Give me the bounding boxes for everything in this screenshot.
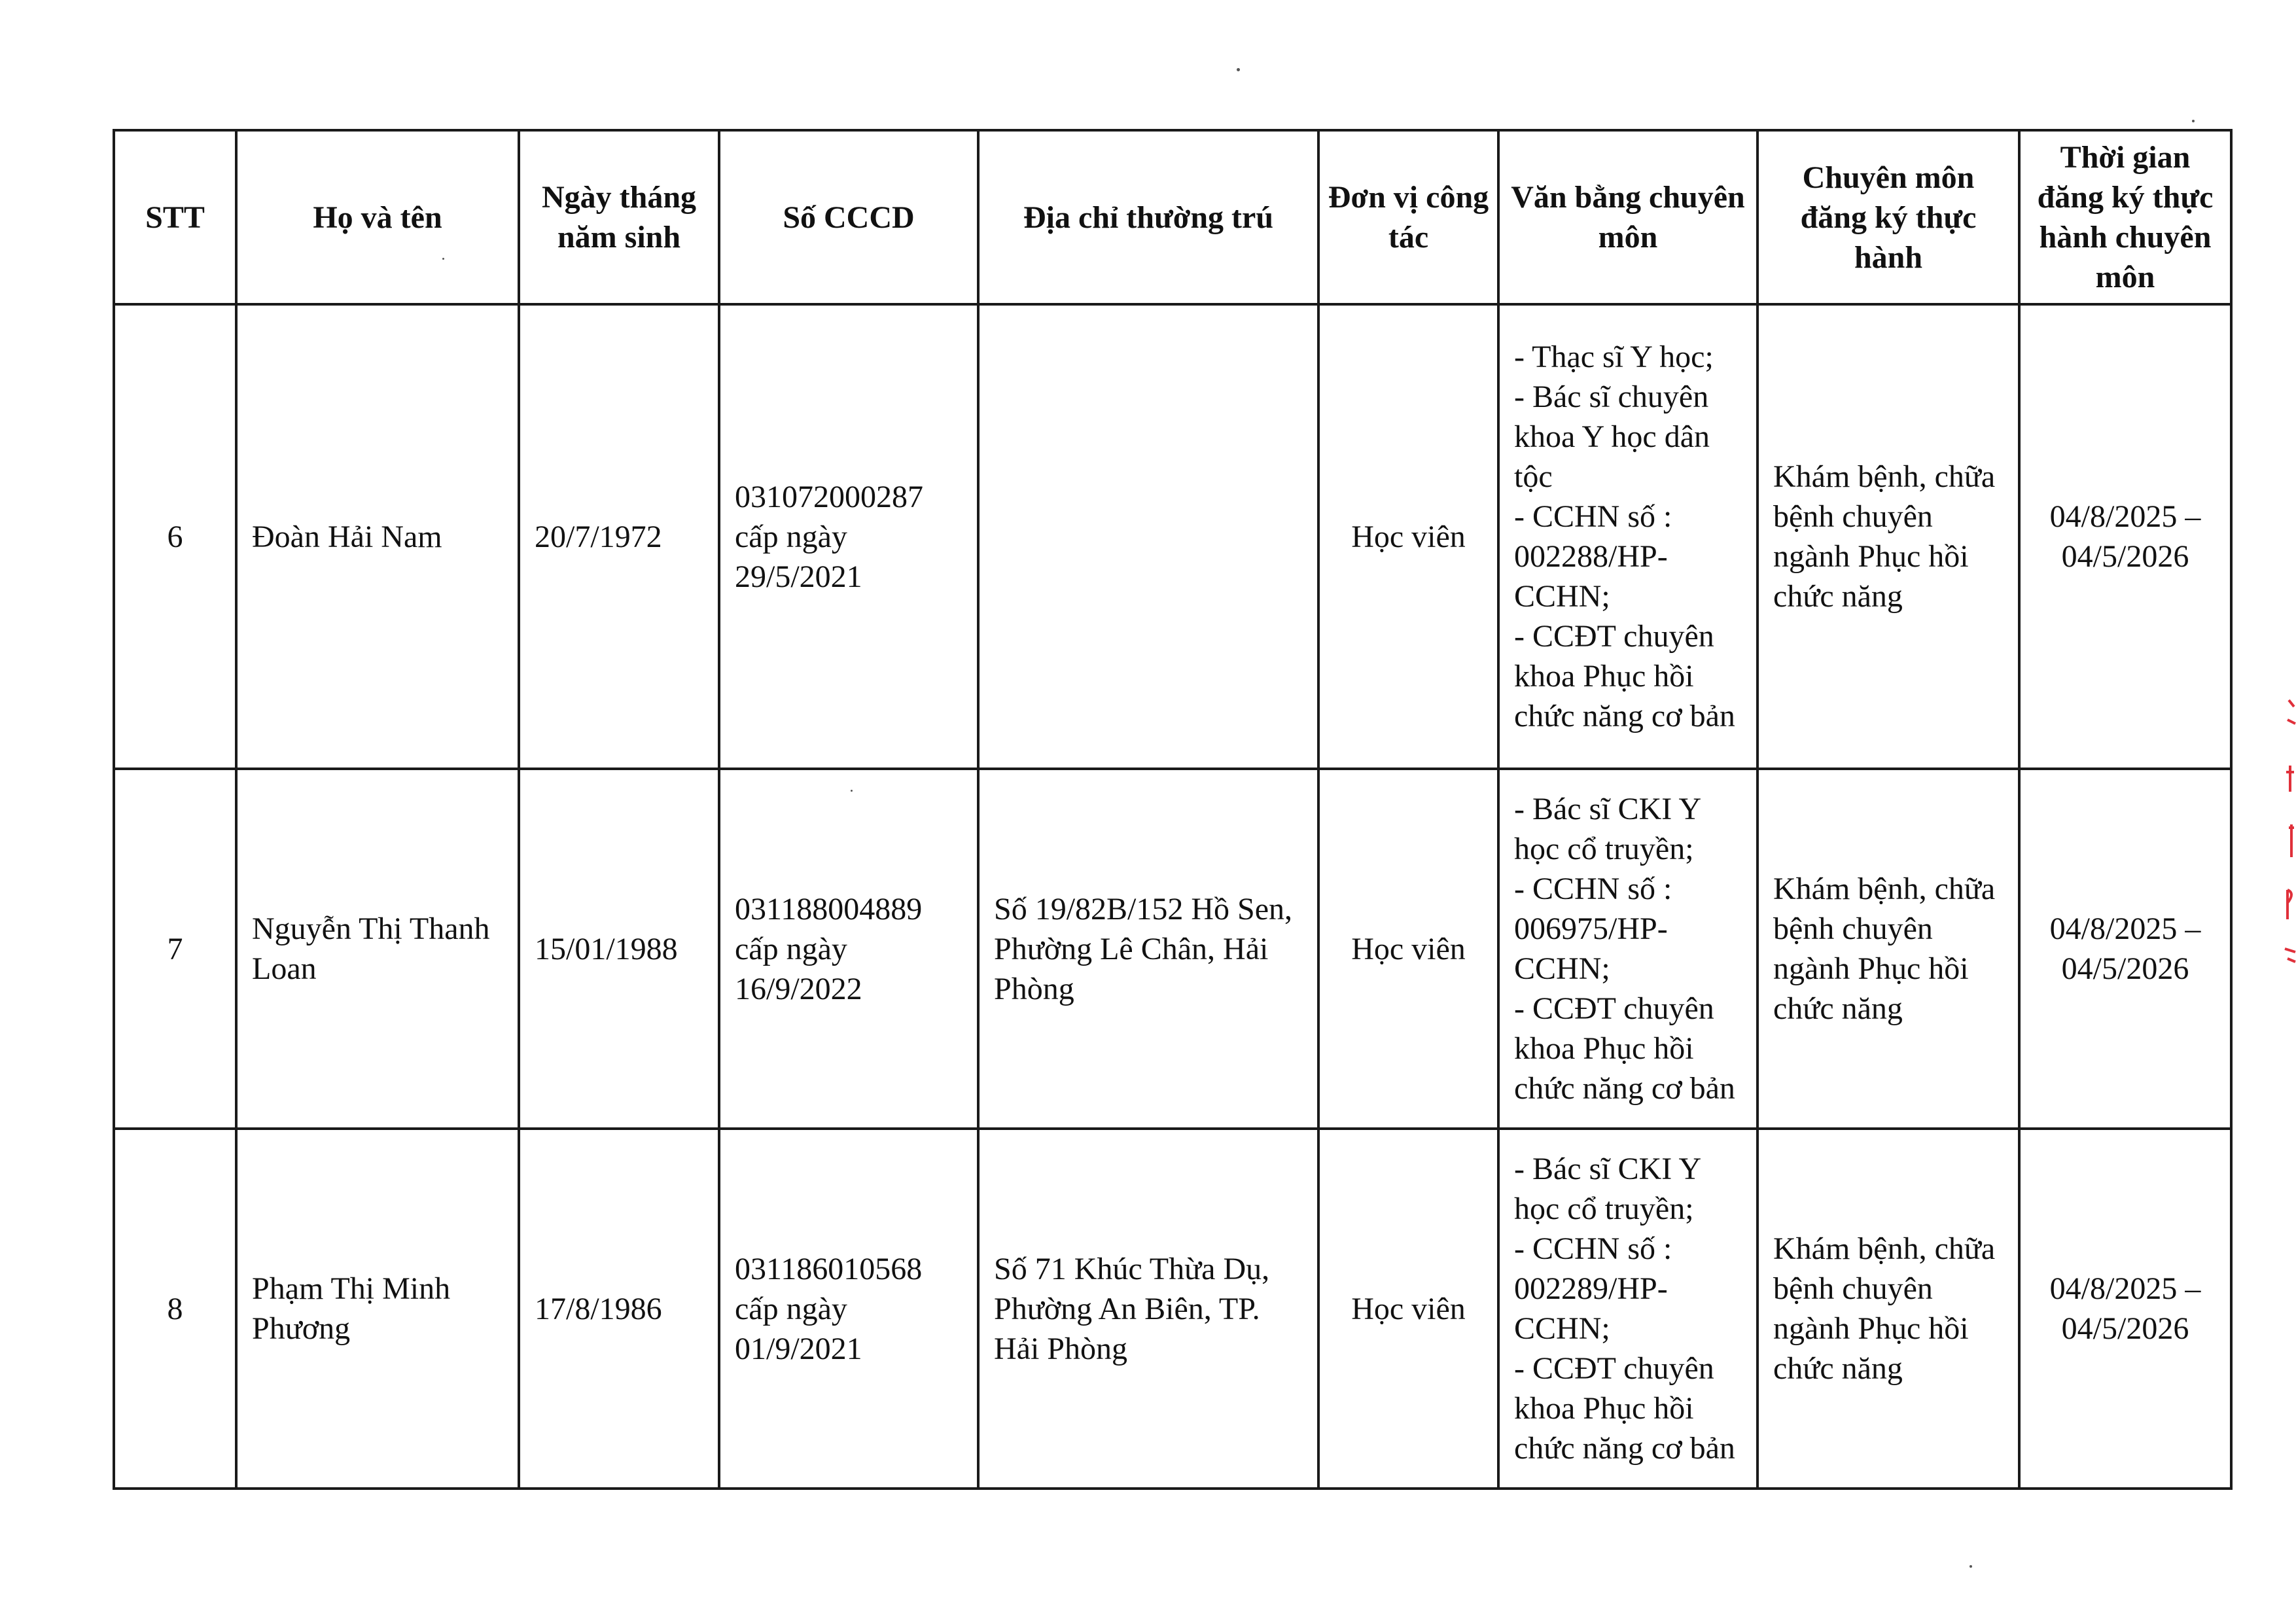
stamp-stroke bbox=[2287, 890, 2291, 919]
header-degree: Văn bằng chuyên môn bbox=[1498, 130, 1757, 304]
degree-line: - Bác sĩ CKI Y học cổ truyền; bbox=[1514, 792, 1701, 866]
cell-dob: 17/8/1986 bbox=[519, 1129, 719, 1489]
header-stt: STT bbox=[114, 130, 236, 304]
degree-line: - CCHN số : 002289/HP-CCHN; bbox=[1514, 1231, 1672, 1346]
cell-degree bbox=[1498, 1129, 1757, 1489]
cell-stt: 8 bbox=[114, 1129, 236, 1489]
degree-line: - Bác sĩ CKI Y học cổ truyền; bbox=[1514, 1152, 1701, 1226]
cell-specialty: Khám bệnh, chữa bệnh chuyên ngành Phục hồi chức năng bbox=[1757, 304, 2019, 769]
stamp-stroke bbox=[2286, 766, 2294, 792]
stamp-stroke bbox=[2285, 949, 2295, 962]
table-row bbox=[114, 1129, 2231, 1489]
cell-stt: 7 bbox=[114, 769, 236, 1129]
cell-specialty: Khám bệnh, chữa bệnh chuyên ngành Phục hồi chức năng bbox=[1757, 769, 2019, 1129]
stamp-stroke bbox=[2289, 824, 2294, 857]
scan-speck bbox=[442, 258, 444, 260]
cell-degree bbox=[1498, 769, 1757, 1129]
header-dob: Ngày tháng năm sinh bbox=[519, 130, 719, 304]
cell-period: 04/8/2025 – 04/5/2026 bbox=[2019, 304, 2231, 769]
table-row bbox=[114, 769, 2231, 1129]
cell-unit: Học viên bbox=[1318, 769, 1498, 1129]
cell-address: Số 19/82B/152 Hồ Sen, Phường Lê Chân, Hải Phòng bbox=[978, 769, 1318, 1129]
cell-name: Phạm Thị Minh Phương bbox=[236, 1129, 519, 1489]
cell-name: Đoàn Hải Nam bbox=[236, 304, 519, 769]
degree-line: - CCĐT chuyên khoa Phục hồi chức năng cơ bản bbox=[1514, 991, 1735, 1106]
cell-unit: Học viên bbox=[1318, 304, 1498, 769]
cell-specialty: Khám bệnh, chữa bệnh chuyên ngành Phục hồi chức năng bbox=[1757, 1129, 2019, 1489]
cell-address: Số 71 Khúc Thừa Dụ, Phường An Biên, TP. Hải Phòng bbox=[978, 1129, 1318, 1489]
degree-line: - CCHN số : 006975/HP-CCHN; bbox=[1514, 872, 1672, 986]
cell-id: 031186010568 cấp ngày 01/9/2021 bbox=[719, 1129, 978, 1489]
header-name: Họ và tên bbox=[236, 130, 519, 304]
table-row bbox=[114, 304, 2231, 769]
header-row bbox=[114, 130, 2231, 304]
cell-dob: 15/01/1988 bbox=[519, 769, 719, 1129]
degree-line: - CCHN số : 002288/HP-CCHN; bbox=[1514, 499, 1672, 614]
scan-speck bbox=[1237, 68, 1240, 71]
cell-name: Nguyễn Thị Thanh Loan bbox=[236, 769, 519, 1129]
cell-unit: Học viên bbox=[1318, 1129, 1498, 1489]
cell-stt: 6 bbox=[114, 304, 236, 769]
red-stamp-edge bbox=[2276, 694, 2296, 968]
degree-line: - CCĐT chuyên khoa Phục hồi chức năng cơ bản bbox=[1514, 619, 1735, 733]
header-period: Thời gian đăng ký thực hành chuyên môn bbox=[2019, 130, 2231, 304]
header-unit: Đơn vị công tác bbox=[1318, 130, 1498, 304]
scan-speck bbox=[851, 790, 853, 792]
scan-speck bbox=[2192, 120, 2195, 122]
header-specialty: Chuyên môn đăng ký thực hành bbox=[1757, 130, 2019, 304]
stamp-stroke bbox=[2287, 700, 2295, 724]
cell-period: 04/8/2025 – 04/5/2026 bbox=[2019, 769, 2231, 1129]
cell-id: 031188004889 cấp ngày 16/9/2022 bbox=[719, 769, 978, 1129]
degree-line: - CCĐT chuyên khoa Phục hồi chức năng cơ bản bbox=[1514, 1351, 1735, 1466]
cell-period: 04/8/2025 – 04/5/2026 bbox=[2019, 1129, 2231, 1489]
header-id: Số CCCD bbox=[719, 130, 978, 304]
degree-line: - Thạc sĩ Y học; bbox=[1514, 340, 1714, 374]
scan-speck bbox=[1969, 1565, 1972, 1568]
cell-dob: 20/7/1972 bbox=[519, 304, 719, 769]
practitioner-table bbox=[113, 129, 2233, 1490]
cell-degree bbox=[1498, 304, 1757, 769]
cell-id: 031072000287 cấp ngày 29/5/2021 bbox=[719, 304, 978, 769]
degree-line: - Bác sĩ chuyên khoa Y học dân tộc bbox=[1514, 380, 1710, 494]
cell-address bbox=[978, 304, 1318, 769]
header-address: Địa chỉ thường trú bbox=[978, 130, 1318, 304]
